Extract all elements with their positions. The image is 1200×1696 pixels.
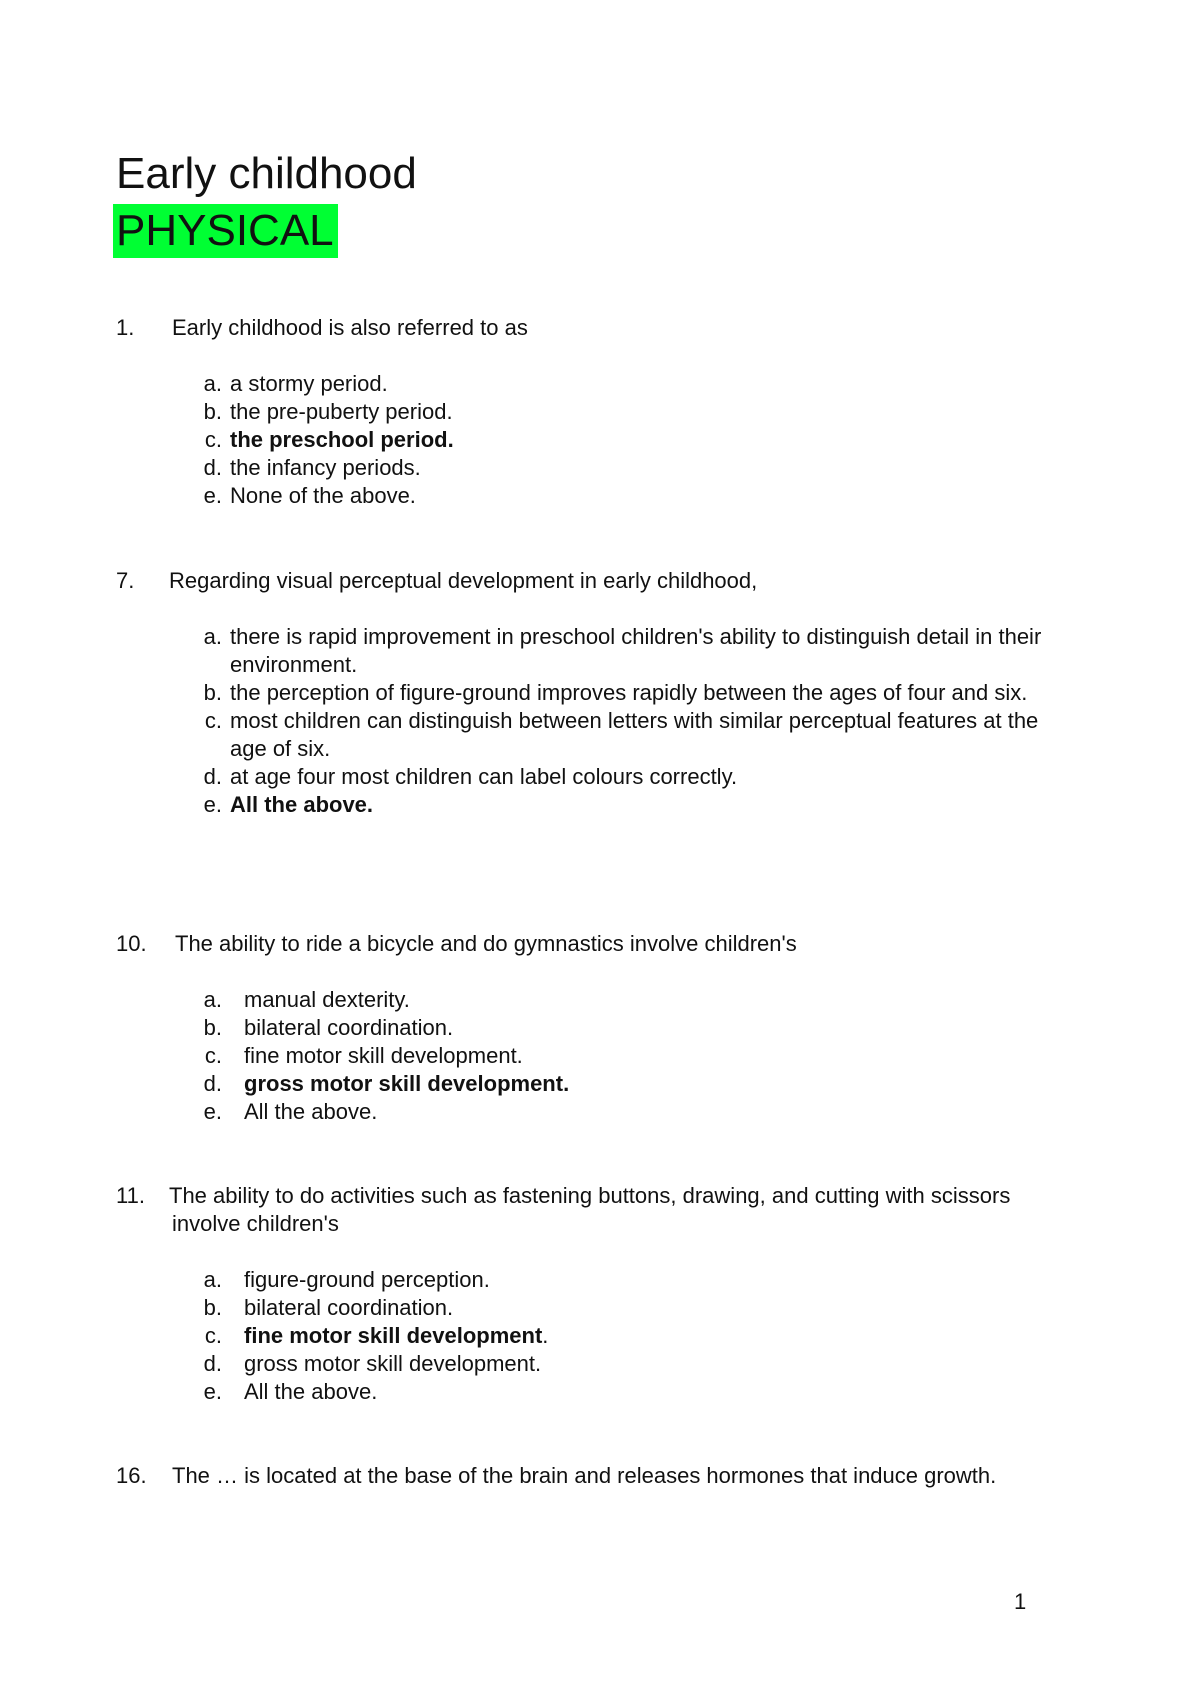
option-c [116, 426, 1076, 454]
section-label: PHYSICAL [113, 204, 338, 258]
question-11 [116, 1182, 1076, 1406]
question-stem [116, 1182, 1032, 1238]
option-text: the infancy periods. [230, 455, 421, 480]
question-number: 16. [116, 1463, 147, 1488]
option-c [116, 1322, 1076, 1350]
option-b [116, 679, 1076, 707]
option-suffix: . [542, 1323, 549, 1348]
question-stem [116, 567, 1076, 595]
option-letter: c. [204, 708, 222, 733]
option-letter: a. [203, 624, 222, 649]
option-list [116, 986, 1076, 1126]
option-letter: c. [204, 1043, 222, 1068]
option-a [116, 370, 1076, 398]
option-d [116, 454, 1076, 482]
question-number: 7. [116, 568, 135, 593]
question-text: Regarding visual perceptual development in early childhood, [169, 568, 758, 593]
option-a [116, 623, 1076, 679]
question-text: The … is located at the base of the brain and releases hormones that induce growth. [172, 1463, 997, 1488]
option-list [116, 623, 1076, 819]
question-stem [116, 1462, 1032, 1490]
option-c [116, 1042, 1076, 1070]
option-letter: c. [204, 427, 222, 452]
option-text: All the above. [244, 1099, 378, 1124]
option-text: bilateral coordination. [244, 1295, 454, 1320]
option-d [116, 1070, 1076, 1098]
option-letter: a. [203, 371, 222, 396]
option-letter: e. [203, 1379, 222, 1404]
option-letter: b. [203, 680, 222, 705]
question-stem [116, 930, 1076, 958]
question-stem [116, 314, 1076, 342]
question-16 [116, 1462, 1076, 1490]
option-letter: d. [203, 1071, 222, 1096]
option-letter: d. [203, 764, 222, 789]
option-text: fine motor skill development. [244, 1043, 523, 1068]
option-e [116, 1378, 1076, 1406]
question-text: The ability to ride a bicycle and do gymnastics involve children's [175, 931, 797, 956]
option-a [116, 986, 1076, 1014]
option-letter: c. [204, 1323, 222, 1348]
document-title: Early childhood [116, 149, 417, 198]
option-text: a stormy period. [230, 371, 388, 396]
option-text-correct: All the above. [230, 792, 374, 817]
option-text: bilateral coordination. [244, 1015, 454, 1040]
option-letter: b. [203, 1295, 222, 1320]
option-text: the perception of figure-ground improves rapidly between the ages of four and six. [230, 680, 1028, 705]
option-letter: e. [203, 792, 222, 817]
option-d [116, 763, 1076, 791]
option-letter: a. [203, 1267, 222, 1292]
option-c [116, 707, 1076, 763]
question-number: 10. [116, 931, 147, 956]
option-letter: e. [203, 1099, 222, 1124]
question-10 [116, 930, 1076, 1126]
page-number: 1 [1014, 1589, 1027, 1614]
option-letter: a. [203, 987, 222, 1012]
option-text: All the above. [244, 1379, 378, 1404]
option-text-correct: fine motor skill development [244, 1323, 543, 1348]
option-letter: b. [203, 1015, 222, 1040]
option-b [116, 1294, 1076, 1322]
option-text-correct: gross motor skill development. [244, 1071, 570, 1096]
option-b [116, 398, 1076, 426]
question-number: 11. [116, 1183, 145, 1208]
option-text: there is rapid improvement in preschool children's ability to distinguish detail in their environment. [230, 624, 1042, 677]
option-text: gross motor skill development. [244, 1351, 542, 1376]
option-text: most children can distinguish between letters with similar perceptual features at the age of six. [230, 708, 1039, 761]
question-text: Early childhood is also referred to as [172, 315, 528, 340]
option-letter: e. [203, 483, 222, 508]
option-text: figure-ground perception. [244, 1267, 490, 1292]
question-number: 1. [116, 315, 135, 340]
option-a [116, 1266, 1076, 1294]
question-7 [116, 567, 1076, 819]
option-text-correct: the preschool period. [230, 427, 454, 452]
option-e [116, 791, 1076, 819]
option-letter: b. [203, 399, 222, 424]
option-list [116, 370, 1076, 510]
option-d [116, 1350, 1076, 1378]
option-letter: d. [203, 1351, 222, 1376]
option-b [116, 1014, 1076, 1042]
question-text: The ability to do activities such as fastening buttons, drawing, and cutting with scissors involve children's [169, 1183, 1011, 1236]
option-text: at age four most children can label colours correctly. [230, 764, 738, 789]
option-text: manual dexterity. [244, 987, 410, 1012]
option-text: None of the above. [230, 483, 416, 508]
question-1 [116, 314, 1076, 510]
option-e [116, 1098, 1076, 1126]
option-e [116, 482, 1076, 510]
option-text: the pre-puberty period. [230, 399, 453, 424]
option-letter: d. [203, 455, 222, 480]
option-list [116, 1266, 1076, 1406]
